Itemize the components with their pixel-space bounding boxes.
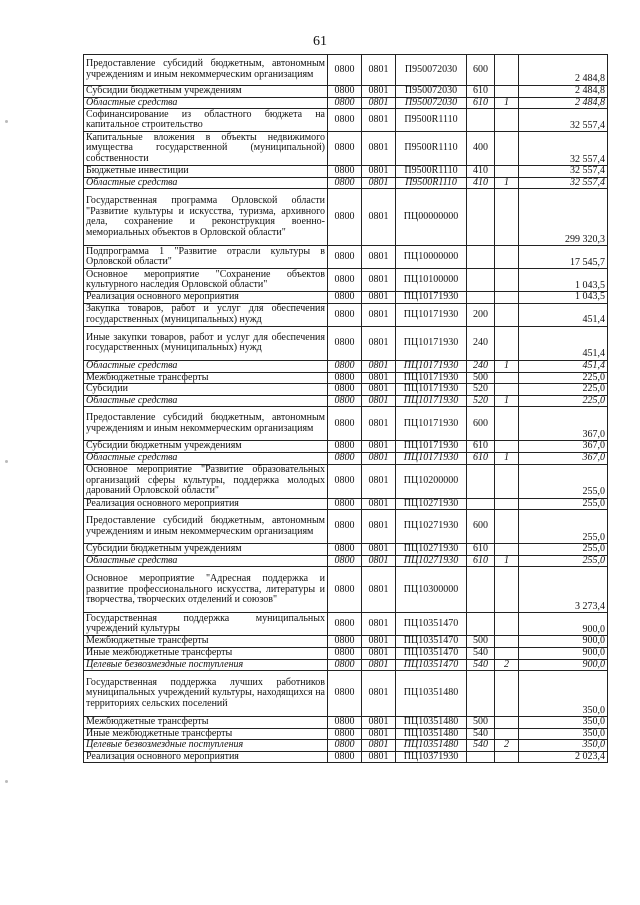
row-amount: 3 273,4	[519, 567, 608, 613]
row-funding-source: 2	[495, 659, 519, 671]
row-amount: 32 557,4	[519, 166, 608, 178]
row-expense-type: 610	[467, 544, 495, 556]
row-target-article: П950072030	[396, 55, 467, 86]
row-ved-code: 0800	[328, 544, 362, 556]
row-section-code: 0801	[362, 269, 396, 292]
budget-table-body	[84, 55, 608, 763]
table-row	[84, 326, 608, 360]
row-expense-type: 610	[467, 441, 495, 453]
table-row	[84, 740, 608, 752]
row-section-code: 0801	[362, 464, 396, 498]
row-section-code: 0801	[362, 97, 396, 109]
row-section-code: 0801	[362, 166, 396, 178]
row-section-code: 0801	[362, 510, 396, 544]
row-target-article: ПЦ10271930	[396, 544, 467, 556]
row-expense-type: 500	[467, 717, 495, 729]
table-row	[84, 498, 608, 510]
row-funding-source	[495, 269, 519, 292]
table-row	[84, 177, 608, 189]
row-target-article: ПЦ10271930	[396, 498, 467, 510]
row-expense-type: 600	[467, 55, 495, 86]
row-expense-type	[467, 671, 495, 717]
row-funding-source: 1	[495, 360, 519, 372]
row-ved-code: 0800	[328, 360, 362, 372]
row-ved-code: 0800	[328, 166, 362, 178]
row-target-article: П950072030	[396, 86, 467, 98]
row-name: Субсидии	[84, 384, 328, 396]
row-ved-code: 0800	[328, 751, 362, 763]
row-funding-source: 1	[495, 177, 519, 189]
row-expense-type	[467, 613, 495, 636]
row-amount: 255,0	[519, 555, 608, 567]
row-expense-type	[467, 498, 495, 510]
row-funding-source	[495, 613, 519, 636]
table-row	[84, 647, 608, 659]
row-ved-code: 0800	[328, 177, 362, 189]
table-row	[84, 464, 608, 498]
binding-mark	[5, 460, 8, 463]
row-funding-source: 1	[495, 395, 519, 407]
row-funding-source	[495, 671, 519, 717]
row-section-code: 0801	[362, 441, 396, 453]
row-ved-code: 0800	[328, 452, 362, 464]
row-funding-source	[495, 464, 519, 498]
row-name: Областные средства	[84, 177, 328, 189]
row-target-article: ПЦ10171930	[396, 395, 467, 407]
row-amount: 350,0	[519, 717, 608, 729]
row-amount: 225,0	[519, 384, 608, 396]
row-funding-source	[495, 544, 519, 556]
row-ved-code: 0800	[328, 636, 362, 648]
row-target-article: ПЦ10351480	[396, 728, 467, 740]
row-section-code: 0801	[362, 613, 396, 636]
row-target-article: ПЦ10100000	[396, 269, 467, 292]
row-name: Областные средства	[84, 452, 328, 464]
row-name: Реализация основного мероприятия	[84, 751, 328, 763]
row-expense-type	[467, 109, 495, 132]
row-ved-code: 0800	[328, 384, 362, 396]
row-name: Основное мероприятие "Сохранение объектов культурного наследия Орловской области"	[84, 269, 328, 292]
row-funding-source	[495, 407, 519, 441]
row-amount: 255,0	[519, 544, 608, 556]
row-amount: 2 484,8	[519, 86, 608, 98]
row-target-article: ПЦ10351480	[396, 671, 467, 717]
table-row	[84, 659, 608, 671]
row-funding-source	[495, 303, 519, 326]
row-ved-code: 0800	[328, 555, 362, 567]
row-target-article: П9500R1110	[396, 177, 467, 189]
table-row	[84, 303, 608, 326]
row-expense-type: 240	[467, 326, 495, 360]
row-expense-type: 520	[467, 384, 495, 396]
row-ved-code: 0800	[328, 498, 362, 510]
row-amount: 900,0	[519, 613, 608, 636]
row-expense-type	[467, 246, 495, 269]
table-row	[84, 292, 608, 304]
row-amount: 255,0	[519, 498, 608, 510]
row-target-article: ПЦ10000000	[396, 246, 467, 269]
table-row	[84, 751, 608, 763]
row-expense-type	[467, 292, 495, 304]
row-target-article: ПЦ10351470	[396, 659, 467, 671]
row-name: Софинансирование из областного бюджета на капитальное строительство	[84, 109, 328, 132]
binding-mark	[5, 120, 8, 123]
row-section-code: 0801	[362, 751, 396, 763]
row-section-code: 0801	[362, 246, 396, 269]
row-name: Закупка товаров, работ и услуг для обеспечения государственных (муниципальных) нужд	[84, 303, 328, 326]
row-ved-code: 0800	[328, 728, 362, 740]
row-amount: 1 043,5	[519, 292, 608, 304]
row-expense-type: 240	[467, 360, 495, 372]
row-funding-source: 1	[495, 452, 519, 464]
row-expense-type: 520	[467, 395, 495, 407]
row-ved-code: 0800	[328, 189, 362, 246]
row-expense-type: 610	[467, 452, 495, 464]
row-expense-type: 540	[467, 659, 495, 671]
row-target-article: П950072030	[396, 97, 467, 109]
row-funding-source: 1	[495, 555, 519, 567]
row-ved-code: 0800	[328, 86, 362, 98]
row-funding-source	[495, 567, 519, 613]
row-section-code: 0801	[362, 292, 396, 304]
row-section-code: 0801	[362, 728, 396, 740]
row-funding-source	[495, 498, 519, 510]
row-section-code: 0801	[362, 395, 396, 407]
table-row	[84, 269, 608, 292]
row-section-code: 0801	[362, 326, 396, 360]
table-row	[84, 55, 608, 86]
row-section-code: 0801	[362, 132, 396, 166]
table-row	[84, 441, 608, 453]
row-ved-code: 0800	[328, 395, 362, 407]
row-expense-type: 400	[467, 132, 495, 166]
row-funding-source	[495, 292, 519, 304]
row-expense-type: 600	[467, 510, 495, 544]
row-expense-type: 540	[467, 740, 495, 752]
row-ved-code: 0800	[328, 132, 362, 166]
row-name: Областные средства	[84, 555, 328, 567]
row-name: Областные средства	[84, 395, 328, 407]
row-section-code: 0801	[362, 659, 396, 671]
row-expense-type: 540	[467, 728, 495, 740]
table-row	[84, 636, 608, 648]
row-name: Предоставление субсидий бюджетным, автономным учреждениям и иным некоммерческим организациям	[84, 510, 328, 544]
row-ved-code: 0800	[328, 55, 362, 86]
row-ved-code: 0800	[328, 567, 362, 613]
row-target-article: ПЦ10171930	[396, 452, 467, 464]
table-row	[84, 395, 608, 407]
table-row	[84, 132, 608, 166]
table-row	[84, 166, 608, 178]
table-row	[84, 717, 608, 729]
row-funding-source	[495, 372, 519, 384]
row-target-article: ПЦ10171930	[396, 326, 467, 360]
row-ved-code: 0800	[328, 407, 362, 441]
row-section-code: 0801	[362, 372, 396, 384]
row-amount: 367,0	[519, 452, 608, 464]
row-target-article: ПЦ10171930	[396, 360, 467, 372]
row-target-article: ПЦ10171930	[396, 407, 467, 441]
row-amount: 32 557,4	[519, 109, 608, 132]
row-amount: 350,0	[519, 671, 608, 717]
row-funding-source: 1	[495, 97, 519, 109]
row-target-article: ПЦ10171930	[396, 303, 467, 326]
row-name: Основное мероприятие "Адресная поддержка и развитие профессионального искусства, литературы и творчества, творческих отделений и союзов"	[84, 567, 328, 613]
row-target-article: ПЦ00000000	[396, 189, 467, 246]
row-target-article: ПЦ10171930	[396, 292, 467, 304]
row-ved-code: 0800	[328, 109, 362, 132]
row-section-code: 0801	[362, 86, 396, 98]
row-ved-code: 0800	[328, 292, 362, 304]
row-amount: 32 557,4	[519, 177, 608, 189]
row-expense-type	[467, 269, 495, 292]
row-expense-type: 410	[467, 166, 495, 178]
row-amount: 225,0	[519, 372, 608, 384]
row-expense-type	[467, 189, 495, 246]
table-row	[84, 544, 608, 556]
row-section-code: 0801	[362, 740, 396, 752]
row-expense-type: 610	[467, 86, 495, 98]
row-name: Межбюджетные трансферты	[84, 372, 328, 384]
row-section-code: 0801	[362, 55, 396, 86]
row-name: Межбюджетные трансферты	[84, 717, 328, 729]
row-ved-code: 0800	[328, 659, 362, 671]
row-ved-code: 0800	[328, 97, 362, 109]
row-expense-type: 610	[467, 555, 495, 567]
table-row	[84, 246, 608, 269]
row-expense-type: 600	[467, 407, 495, 441]
row-amount: 451,4	[519, 303, 608, 326]
row-amount: 255,0	[519, 464, 608, 498]
row-amount: 225,0	[519, 395, 608, 407]
row-name: Реализация основного мероприятия	[84, 498, 328, 510]
row-name: Областные средства	[84, 360, 328, 372]
row-ved-code: 0800	[328, 671, 362, 717]
row-target-article: ПЦ10171930	[396, 384, 467, 396]
row-target-article: ПЦ10271930	[396, 510, 467, 544]
row-expense-type: 200	[467, 303, 495, 326]
row-ved-code: 0800	[328, 740, 362, 752]
row-funding-source	[495, 109, 519, 132]
row-amount: 900,0	[519, 659, 608, 671]
row-name: Основное мероприятие "Развитие образовательных организаций сферы культуры, поддержка молодых дарований Орловской области"	[84, 464, 328, 498]
row-section-code: 0801	[362, 109, 396, 132]
row-ved-code: 0800	[328, 303, 362, 326]
row-amount: 451,4	[519, 326, 608, 360]
row-ved-code: 0800	[328, 464, 362, 498]
row-funding-source	[495, 636, 519, 648]
row-name: Государственная поддержка лучших работников муниципальных учреждений культуры, находящихся на территориях сельских поселений	[84, 671, 328, 717]
table-row	[84, 555, 608, 567]
row-name: Целевые безвозмездные поступления	[84, 659, 328, 671]
row-amount: 367,0	[519, 407, 608, 441]
row-name: Предоставление субсидий бюджетным, автономным учреждениям и иным некоммерческим организациям	[84, 55, 328, 86]
row-funding-source	[495, 717, 519, 729]
row-amount: 17 545,7	[519, 246, 608, 269]
row-name: Иные закупки товаров, работ и услуг для обеспечения государственных (муниципальных) нужд	[84, 326, 328, 360]
row-amount: 2 023,4	[519, 751, 608, 763]
row-target-article: ПЦ10300000	[396, 567, 467, 613]
budget-table	[83, 54, 608, 763]
row-section-code: 0801	[362, 177, 396, 189]
table-row	[84, 510, 608, 544]
row-section-code: 0801	[362, 360, 396, 372]
row-amount: 350,0	[519, 728, 608, 740]
row-target-article: ПЦ10271930	[396, 555, 467, 567]
row-target-article: П9500R1110	[396, 109, 467, 132]
row-ved-code: 0800	[328, 246, 362, 269]
row-ved-code: 0800	[328, 613, 362, 636]
page-number: 61	[313, 34, 327, 49]
row-section-code: 0801	[362, 717, 396, 729]
row-amount: 350,0	[519, 740, 608, 752]
row-ved-code: 0800	[328, 647, 362, 659]
row-expense-type	[467, 464, 495, 498]
row-ved-code: 0800	[328, 441, 362, 453]
row-funding-source	[495, 751, 519, 763]
row-target-article: ПЦ10351470	[396, 647, 467, 659]
row-ved-code: 0800	[328, 510, 362, 544]
row-target-article: ПЦ10171930	[396, 372, 467, 384]
row-expense-type: 410	[467, 177, 495, 189]
row-name: Государственная поддержка муниципальных учреждений культуры	[84, 613, 328, 636]
row-section-code: 0801	[362, 189, 396, 246]
row-section-code: 0801	[362, 407, 396, 441]
binding-mark	[5, 780, 8, 783]
table-row	[84, 109, 608, 132]
row-funding-source	[495, 246, 519, 269]
row-section-code: 0801	[362, 671, 396, 717]
table-row	[84, 86, 608, 98]
row-ved-code: 0800	[328, 326, 362, 360]
row-target-article: ПЦ10351470	[396, 613, 467, 636]
table-row	[84, 97, 608, 109]
row-section-code: 0801	[362, 636, 396, 648]
row-name: Субсидии бюджетным учреждениям	[84, 544, 328, 556]
row-amount: 1 043,5	[519, 269, 608, 292]
row-amount: 900,0	[519, 647, 608, 659]
row-amount: 255,0	[519, 510, 608, 544]
row-section-code: 0801	[362, 647, 396, 659]
row-expense-type	[467, 751, 495, 763]
row-target-article: ПЦ10200000	[396, 464, 467, 498]
table-row	[84, 567, 608, 613]
row-target-article: ПЦ10351480	[396, 740, 467, 752]
row-name: Бюджетные инвестиции	[84, 166, 328, 178]
row-target-article: ПЦ10171930	[396, 441, 467, 453]
row-expense-type: 500	[467, 372, 495, 384]
table-row	[84, 671, 608, 717]
row-funding-source	[495, 510, 519, 544]
row-funding-source	[495, 728, 519, 740]
row-section-code: 0801	[362, 498, 396, 510]
row-name: Субсидии бюджетным учреждениям	[84, 441, 328, 453]
row-target-article: П9500R1110	[396, 166, 467, 178]
row-name: Реализация основного мероприятия	[84, 292, 328, 304]
row-amount: 299 320,3	[519, 189, 608, 246]
row-name: Целевые безвозмездные поступления	[84, 740, 328, 752]
row-name: Государственная программа Орловской области "Развитие культуры и искусства, туризма, архивного дела, сохранение и реконструкция военно-мемориальных объектов в Орловской области"	[84, 189, 328, 246]
row-section-code: 0801	[362, 544, 396, 556]
row-target-article: ПЦ10351470	[396, 636, 467, 648]
table-row	[84, 452, 608, 464]
row-section-code: 0801	[362, 555, 396, 567]
row-section-code: 0801	[362, 452, 396, 464]
row-ved-code: 0800	[328, 372, 362, 384]
row-section-code: 0801	[362, 303, 396, 326]
row-expense-type: 540	[467, 647, 495, 659]
row-funding-source	[495, 55, 519, 86]
row-funding-source	[495, 441, 519, 453]
table-row	[84, 613, 608, 636]
row-amount: 367,0	[519, 441, 608, 453]
table-row	[84, 360, 608, 372]
row-funding-source	[495, 384, 519, 396]
table-row	[84, 384, 608, 396]
row-target-article: П9500R1110	[396, 132, 467, 166]
row-section-code: 0801	[362, 384, 396, 396]
row-amount: 900,0	[519, 636, 608, 648]
row-name: Межбюджетные трансферты	[84, 636, 328, 648]
row-expense-type: 500	[467, 636, 495, 648]
row-funding-source	[495, 189, 519, 246]
row-expense-type	[467, 567, 495, 613]
row-name: Иные межбюджетные трансферты	[84, 647, 328, 659]
row-amount: 2 484,8	[519, 97, 608, 109]
row-amount: 32 557,4	[519, 132, 608, 166]
row-funding-source	[495, 132, 519, 166]
row-name: Подпрограмма 1 "Развитие отрасли культуры в Орловской области"	[84, 246, 328, 269]
row-name: Субсидии бюджетным учреждениям	[84, 86, 328, 98]
row-name: Предоставление субсидий бюджетным, автономным учреждениям и иным некоммерческим организациям	[84, 407, 328, 441]
row-funding-source	[495, 647, 519, 659]
row-funding-source	[495, 166, 519, 178]
table-row	[84, 372, 608, 384]
row-section-code: 0801	[362, 567, 396, 613]
row-ved-code: 0800	[328, 269, 362, 292]
row-ved-code: 0800	[328, 717, 362, 729]
row-name: Иные межбюджетные трансферты	[84, 728, 328, 740]
row-expense-type: 610	[467, 97, 495, 109]
row-target-article: ПЦ10371930	[396, 751, 467, 763]
row-funding-source	[495, 326, 519, 360]
row-amount: 451,4	[519, 360, 608, 372]
table-row	[84, 407, 608, 441]
row-funding-source: 2	[495, 740, 519, 752]
row-name: Областные средства	[84, 97, 328, 109]
table-row	[84, 189, 608, 246]
row-funding-source	[495, 86, 519, 98]
row-amount: 2 484,8	[519, 55, 608, 86]
row-name: Капитальные вложения в объекты недвижимого имущества государственной (муниципальной) собственности	[84, 132, 328, 166]
row-target-article: ПЦ10351480	[396, 717, 467, 729]
table-row	[84, 728, 608, 740]
